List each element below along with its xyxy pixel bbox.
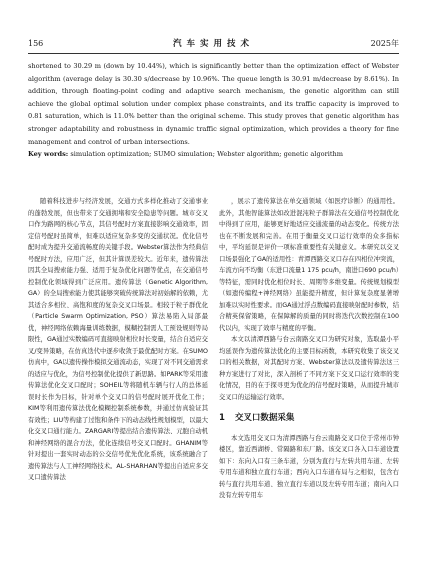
keywords-text: simulation optimization; SUMO simulation; Webster algorithm; genetic algorithm <box>70 150 344 159</box>
right-column <box>219 196 399 502</box>
section-number: 1 <box>219 413 225 423</box>
right-paragraph-1: ，展示了遗传算法在单交通领域（如医疗诊断）的通用性。此外，其他智能算法如改进混沌粒子群算法在交通信号控制优化中得到了应用，能够更好地适应交通流量的动态变化。传统方法也在不断发展和完善。在用于衡量交叉口运行效率的众多指标中，平均延误是评价一项标准重要性有关键意义。本研究以交叉口场景强化了GA的适用性：青潭西路交叉口存在四相位冲突流，车流方向不均衡（东进口流量1 175 pcu/h，南进口690 pcu/h）等特征，需同时优化相位时长、周期等多维变量。传统规划模型（如遗传编程+神经网络）虽能提升精度，但计算复杂度显著增加难以实时性要求。而GA通过浮点数编码直接映射配时参数，结合精英保留策略，在保障解的质量的同时将迭代次数控制在100代以内，实现了效率与精度的平衡。 <box>219 198 399 332</box>
left-paragraph: 随着科技进步与经济发展，交通方式多样化推动了交通事业的蓬勃发展，但也带来了交通拥堵和安全隐患等问题。城市交叉口作为路网的核心节点，其信号配时方案直接影响交通效率，固定信号配时虽简单，但难以适应复杂多变的交通状况。优化信号配时成为提升交通流畅度的关键手段。Webster算法作为经典信号配时方法，应用广泛，但其计算误差较大。近年来，遗传算法因其全局搜索能力强、适用于复杂优化问题等优点，在交通信号控制优化领域得到广泛应用。遗传算法（Genetic Algorithm, GA）的全局搜索能力使其能够突破传统算法对初始解的依赖，尤其适合多相位、高饱和度的复杂交叉口场景。相较于粒子群优化（Particle Swarm Optimization, PSO）算法易陷入局部最优，神经网络依赖海量训练数据，模糊控制需人工预设规则等局限性，GA通过实数编码可直接映射相位时长变量，结合自适应交叉/变异策略，在仿真迭代中逐步收敛于最优配时方案。在SUMO仿真中，GA以遗传操作模拟交通流动态，实现了对不同交通需求的适应与优化，为信号控制优化提供了新思路。如PARK等采用遗传算法优化交叉口配时；SOHEIL等将随机车辆与行人的总体延误时长作为目标，针对单个交叉口的信号配时展开优化工作；KIM等利用遗传算法优化模糊控制系统参数，并通过仿真验证其有效性；LIU等构建了过饱和条件下的动态线性规划模型，以最大化交叉口通行能力。ZARGARI等提出结合遗传算法、元胞自动机和神经网络的混合方法，优化连续信号交叉口配时。GHANIM等针对提出一套实时动态的公交信号优先优化系统，该系统融合了遗传算法与人工神经网络技术。AL-SHARHAN等提出自适应多交叉口遗传算法 <box>28 198 208 481</box>
english-abstract <box>28 60 399 161</box>
publication-year: 2025年 <box>370 38 399 48</box>
page-header <box>28 36 399 50</box>
keywords-label: Key words: <box>28 150 69 159</box>
right-paragraph-2: 本文以清潭西路与台云南路交叉口为研究对象，选取最小平均延误作为遗传算法优化的主要目标函数，本研究收集了该交叉口的相关数据，对其配时方案、Webster算法以及遗传算法这三种方案进行了对比，深入剖析了不同方案下交叉口运行效率的变化情况，目的在于探寻更为优化的信号配时策略，从而提升城市交叉口的运输运行效率。 <box>219 336 399 401</box>
journal-name: 汽车实用技术 <box>172 39 254 49</box>
section-title: 交叉口数据采集 <box>234 413 295 423</box>
body-columns <box>28 196 399 502</box>
left-column <box>28 196 208 502</box>
section-heading <box>219 413 399 425</box>
header-rule <box>28 53 399 54</box>
section-paragraph: 本文选用交叉口为清潭西路与台云南路交叉口位于常州市钟楼区，靠近西湖桥、常隔路和东厂路。该交叉口各入口车道设置如下：东向入口有三条车道，分别为直行与左转共用车道、左转专用车道和独立直行车道；西向入口车道布局与之相似，包含右转与直行共用车道、独立直行车道以及左转专用车道；南向入口没有左转专用车 <box>219 434 399 499</box>
abstract-text: shortened to 30.29 m (down by 10.44%), which is significantly better than the optimization effect of Webster algorithm (average delay is 30.30 s/decrease by 10.96%. The queue length is 30.91 m/decrease by 8.61%). In addition, through floating-point coding and adaptive search mechanism, the genetic algorithm can still achieve the global optimal solution under complex phase constraints, and its traffic capacity is improved to 0.81 saturation, which is 11.0% better than the original scheme. This study proves that genetic algorithm has stronger adaptability and robustness in dynamic traffic signal optimization, which provides a theory for fine management and control of urban intersections. <box>28 62 399 146</box>
keywords-line <box>28 148 399 161</box>
page-number: 156 <box>28 38 44 48</box>
